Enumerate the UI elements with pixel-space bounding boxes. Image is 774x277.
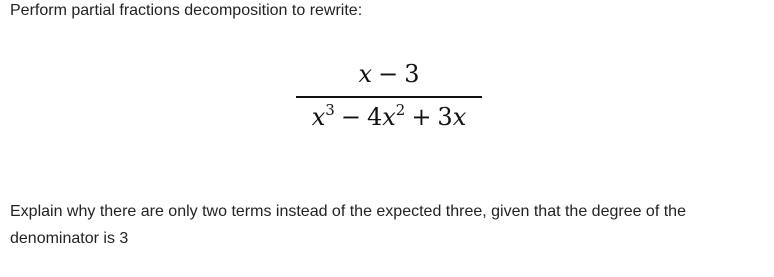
instruction-text: Perform partial fractions decomposition to rewrite: <box>10 2 363 19</box>
numerator <box>296 60 482 88</box>
numerator-constant: 3 <box>404 60 420 88</box>
denominator-term2-variable: x <box>382 103 396 131</box>
denominator-operator-2: + <box>411 103 432 131</box>
rational-expression <box>296 60 482 136</box>
denominator-term2-coefficient: 4 <box>366 103 383 131</box>
numerator-variable: x <box>358 60 373 88</box>
denominator-operator-1: − <box>340 103 361 131</box>
question-text: Explain why there are only two terms instead of the expected three, given that the degree of the denominator is 3 <box>10 203 686 247</box>
denominator-term1-exponent: 3 <box>325 101 335 119</box>
fraction-bar <box>296 96 482 98</box>
denominator-term3-coefficient: 3 <box>437 103 453 131</box>
denominator-term2-exponent: 2 <box>395 101 406 119</box>
denominator <box>296 102 482 132</box>
numerator-operator: − <box>378 60 399 88</box>
denominator-term1-variable: x <box>311 103 326 131</box>
denominator-term3-variable: x <box>452 103 467 131</box>
